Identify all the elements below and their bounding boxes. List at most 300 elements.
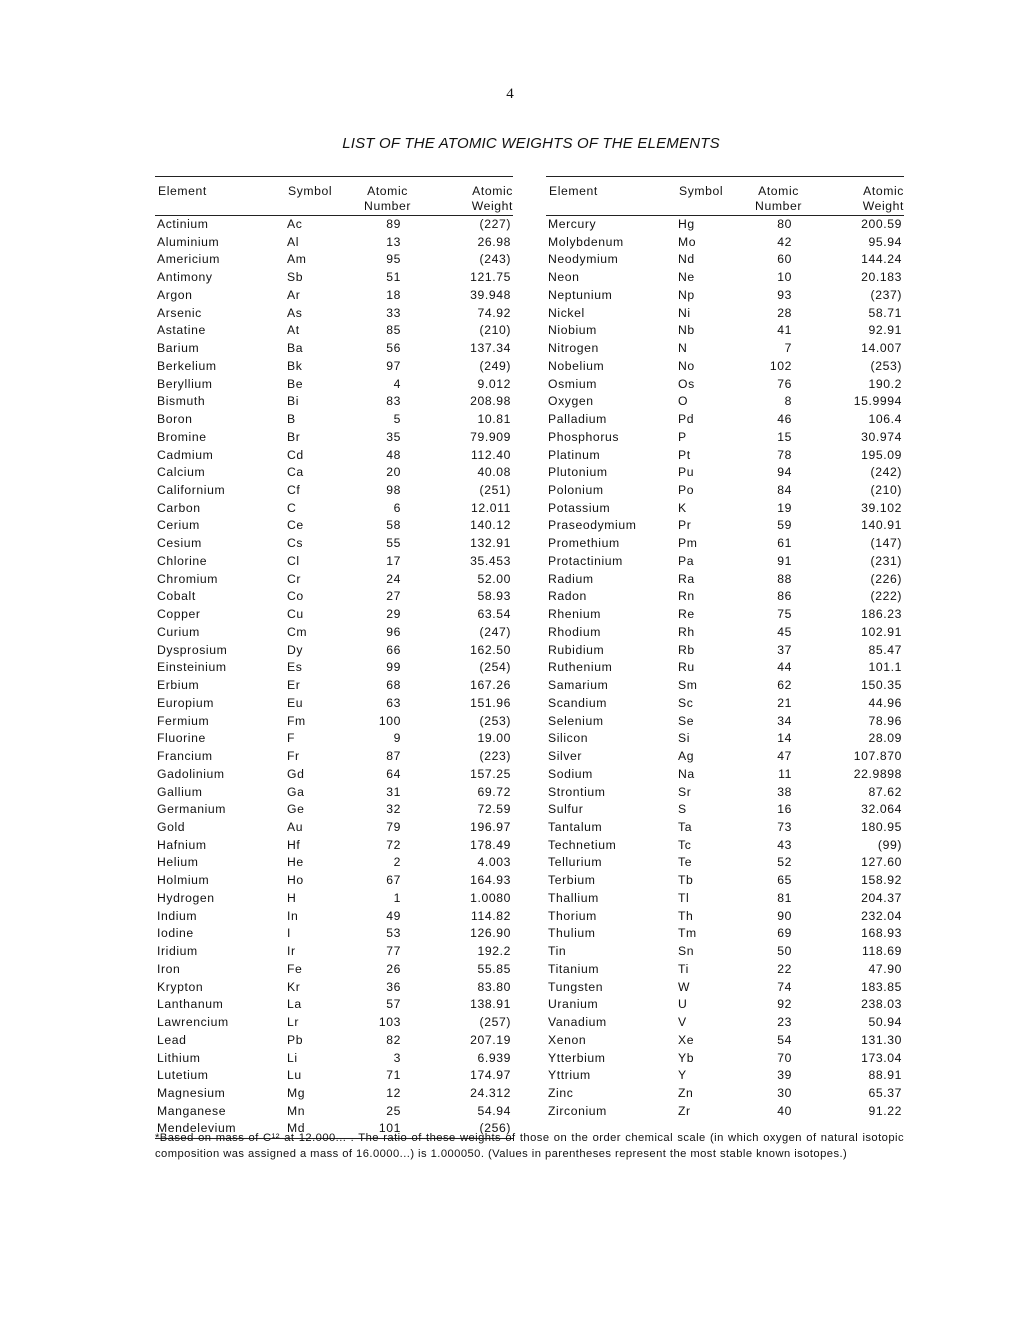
table-row [546, 854, 904, 872]
table-row [155, 393, 513, 411]
atomic-number: 88 [777, 571, 792, 586]
atomic-weight: (253) [479, 713, 511, 728]
element-symbol: No [678, 358, 695, 373]
header-atomic-weight-line1: Atomic [472, 184, 513, 198]
table-row [155, 748, 513, 766]
element-symbol: C [287, 500, 297, 515]
element-symbol: Na [678, 766, 695, 781]
atomic-weight: 88.91 [868, 1068, 902, 1083]
atomic-weight: 69.72 [477, 784, 511, 799]
atomic-weight: 65.37 [868, 1085, 902, 1100]
atomic-weight: 44.96 [868, 695, 902, 710]
table-row [155, 925, 513, 943]
element-name: Lawrencium [157, 1015, 229, 1030]
element-symbol: H [287, 890, 297, 905]
table-row [155, 1032, 513, 1050]
atomic-number: 52 [777, 855, 792, 870]
element-name: Molybdenum [548, 234, 624, 249]
element-name: Francium [157, 749, 213, 764]
element-name: Thorium [548, 908, 597, 923]
table-row [546, 1067, 904, 1085]
table-row [546, 1085, 904, 1103]
atomic-weight: 107.870 [853, 749, 902, 764]
table-row [546, 322, 904, 340]
atomic-number: 2 [393, 855, 401, 870]
atomic-weight: 138.91 [470, 997, 511, 1012]
element-name: Cesium [157, 536, 202, 551]
atomic-number: 7 [784, 341, 792, 356]
table-row [155, 571, 513, 589]
element-symbol: Xe [678, 1032, 695, 1047]
table-row [546, 996, 904, 1014]
element-symbol: I [287, 926, 291, 941]
element-name: Germanium [157, 802, 227, 817]
atomic-weight: 208.98 [470, 394, 511, 409]
element-symbol: Gd [287, 766, 305, 781]
atomic-number: 85 [386, 323, 401, 338]
element-symbol: Np [678, 287, 695, 302]
element-symbol: Ne [678, 270, 695, 285]
element-symbol: Br [287, 429, 301, 444]
table-row [546, 819, 904, 837]
element-symbol: Tc [678, 837, 692, 852]
table-row [546, 642, 904, 660]
element-name: Gold [157, 819, 186, 834]
atomic-weight: 204.37 [861, 890, 902, 905]
atomic-number: 95 [386, 252, 401, 267]
element-name: Sodium [548, 766, 593, 781]
atomic-number: 102 [769, 358, 792, 373]
element-name: Aluminium [157, 234, 220, 249]
atomic-number: 87 [386, 749, 401, 764]
element-name: Fluorine [157, 731, 206, 746]
element-symbol: Pr [678, 518, 692, 533]
element-symbol: Yb [678, 1050, 695, 1065]
atomic-number: 12 [386, 1085, 401, 1100]
table-row [546, 677, 904, 695]
atomic-weight: 92.91 [868, 323, 902, 338]
atomic-weight: (256) [479, 1121, 511, 1136]
atomic-number: 15 [777, 429, 792, 444]
table-row [546, 482, 904, 500]
element-symbol: Cu [287, 607, 304, 622]
atomic-weight: (222) [870, 589, 902, 604]
atomic-weight: 157.25 [470, 766, 511, 781]
atomic-number: 34 [777, 713, 792, 728]
element-symbol: Md [287, 1121, 306, 1136]
element-name: Selenium [548, 713, 604, 728]
atomic-weight: 167.26 [470, 678, 511, 693]
element-name: Scandium [548, 695, 607, 710]
atomic-number: 70 [777, 1050, 792, 1065]
element-name: Radium [548, 571, 594, 586]
element-name: Strontium [548, 784, 606, 799]
element-symbol: Ge [287, 802, 305, 817]
table-row [155, 801, 513, 819]
atomic-weight: 140.91 [861, 518, 902, 533]
element-symbol: Cr [287, 571, 302, 586]
element-name: Potassium [548, 500, 611, 515]
page-title: LIST OF THE ATOMIC WEIGHTS OF THE ELEMENTS [342, 135, 720, 152]
element-name: Ruthenium [548, 660, 613, 675]
element-symbol: O [678, 394, 689, 409]
atomic-weight: 1.0080 [470, 890, 511, 905]
table-row [155, 1103, 513, 1121]
table-row [546, 1014, 904, 1032]
atomic-number: 76 [777, 376, 792, 391]
table-row [546, 837, 904, 855]
table-row [546, 305, 904, 323]
atomic-weight: 55.85 [477, 961, 511, 976]
element-symbol: Al [287, 234, 300, 249]
table-row [155, 447, 513, 465]
atomic-number: 13 [386, 234, 401, 249]
atomic-number: 97 [386, 358, 401, 373]
element-name: Sulfur [548, 802, 584, 817]
element-name: Palladium [548, 412, 607, 427]
atomic-number: 10 [777, 270, 792, 285]
table-row [155, 269, 513, 287]
element-symbol: U [678, 997, 688, 1012]
atomic-number: 31 [386, 784, 401, 799]
atomic-weight: 178.49 [470, 837, 511, 852]
table-row [155, 1014, 513, 1032]
atomic-number: 91 [777, 553, 792, 568]
table-row [155, 411, 513, 429]
table-row [155, 943, 513, 961]
atomic-weight: 186.23 [861, 607, 902, 622]
atomic-number: 96 [386, 624, 401, 639]
atomic-weight: 195.09 [861, 447, 902, 462]
element-symbol: Se [678, 713, 695, 728]
table-row [546, 961, 904, 979]
table-row [546, 943, 904, 961]
element-name: Arsenic [157, 305, 202, 320]
element-symbol: Au [287, 819, 304, 834]
element-symbol: At [287, 323, 300, 338]
element-name: Indium [157, 908, 198, 923]
element-symbol: Mo [678, 234, 697, 249]
element-symbol: Re [678, 607, 695, 622]
element-name: Iron [157, 961, 181, 976]
atomic-number: 69 [777, 926, 792, 941]
atomic-number: 84 [777, 483, 792, 498]
element-name: Europium [157, 695, 214, 710]
atomic-number: 89 [386, 217, 401, 231]
element-name: Helium [157, 855, 199, 870]
element-symbol: Ce [287, 518, 304, 533]
atomic-weight: 19.00 [477, 731, 511, 746]
atomic-number: 68 [386, 678, 401, 693]
atomic-weight: 9.012 [477, 376, 511, 391]
table-row [155, 642, 513, 660]
atomic-weight: 39.948 [470, 287, 511, 302]
atomic-weight: 121.75 [470, 270, 511, 285]
element-symbol: Sn [678, 944, 695, 959]
element-symbol: Zn [678, 1085, 694, 1100]
atomic-number: 58 [386, 518, 401, 533]
atomic-weight: 95.94 [868, 234, 902, 249]
element-symbol: Po [678, 483, 695, 498]
atomic-weight: 85.47 [868, 642, 902, 657]
element-name: Dysprosium [157, 642, 228, 657]
atomic-number: 101 [378, 1121, 401, 1136]
atomic-number: 93 [777, 287, 792, 302]
atomic-number: 40 [777, 1103, 792, 1118]
atomic-weight: 83.80 [477, 979, 511, 994]
atomic-weight: (147) [870, 536, 902, 551]
element-symbol: He [287, 855, 304, 870]
atomic-number: 80 [777, 217, 792, 231]
atomic-weight: 190.2 [868, 376, 902, 391]
element-symbol: Eu [287, 695, 304, 710]
element-symbol: Si [678, 731, 691, 746]
element-symbol: Fm [287, 713, 306, 728]
element-symbol: Mn [287, 1103, 306, 1118]
atomic-number: 19 [777, 500, 792, 515]
table-row [546, 517, 904, 535]
element-symbol: As [287, 305, 303, 320]
table-row [155, 730, 513, 748]
table-row [546, 925, 904, 943]
atomic-weight: (242) [870, 465, 902, 480]
table-row [546, 908, 904, 926]
atomic-number: 41 [777, 323, 792, 338]
table-row [546, 606, 904, 624]
table-row [155, 500, 513, 518]
atomic-weight: 58.71 [868, 305, 902, 320]
element-symbol: Es [287, 660, 303, 675]
atomic-weight: 151.96 [470, 695, 511, 710]
element-name: Magnesium [157, 1085, 226, 1100]
atomic-weight: 132.91 [470, 536, 511, 551]
header-atomic-number-line2: Number [755, 199, 802, 213]
element-symbol: Am [287, 252, 307, 267]
atomic-number: 22 [777, 961, 792, 976]
element-name: Cadmium [157, 447, 214, 462]
element-symbol: Nd [678, 252, 695, 267]
element-name: Chlorine [157, 553, 208, 568]
table-row [155, 358, 513, 376]
atomic-weight: 74.92 [477, 305, 511, 320]
atomic-weight: 22.9898 [853, 766, 902, 781]
atomic-number: 30 [777, 1085, 792, 1100]
element-name: Rhenium [548, 607, 601, 622]
element-symbol: Bi [287, 394, 300, 409]
atomic-weight: 39.102 [861, 500, 902, 515]
table-body-right [546, 216, 904, 1120]
element-name: Krypton [157, 979, 204, 994]
atomic-weight: 140.12 [470, 518, 511, 533]
element-symbol: Lr [287, 1015, 300, 1030]
element-symbol: Li [287, 1050, 298, 1065]
table-row [155, 464, 513, 482]
element-name: Mercury [548, 217, 597, 231]
table-row [546, 695, 904, 713]
atomic-number: 100 [378, 713, 401, 728]
atomic-weight: 131.30 [861, 1032, 902, 1047]
atomic-weight: 47.90 [868, 961, 902, 976]
element-symbol: Hg [678, 217, 695, 231]
element-name: Gallium [157, 784, 203, 799]
atomic-number: 77 [386, 944, 401, 959]
header-atomic-number-line2: Number [364, 199, 411, 213]
table-row [546, 251, 904, 269]
element-name: Technetium [548, 837, 617, 852]
table-row [155, 695, 513, 713]
table-row [546, 340, 904, 358]
atomic-weight: 32.064 [861, 802, 902, 817]
element-symbol: Ni [678, 305, 691, 320]
atomic-number: 25 [386, 1103, 401, 1118]
element-name: Rubidium [548, 642, 605, 657]
atomic-number: 71 [386, 1068, 401, 1083]
atomic-weight: 106.4 [868, 412, 902, 427]
atomic-number: 21 [777, 695, 792, 710]
atomic-weight: 35.453 [470, 553, 511, 568]
element-name: Rhodium [548, 624, 601, 639]
atomic-weight: 15.9994 [853, 394, 902, 409]
element-name: Lithium [157, 1050, 201, 1065]
atomic-number: 1 [393, 890, 401, 905]
header-atomic-number-line1: Atomic [367, 184, 408, 198]
table-row [546, 784, 904, 802]
atomic-number: 53 [386, 926, 401, 941]
element-symbol: F [287, 731, 296, 746]
atomic-weight: 50.94 [868, 1015, 902, 1030]
atomic-weight: 200.59 [861, 217, 902, 231]
atomic-number: 28 [777, 305, 792, 320]
atomic-number: 62 [777, 678, 792, 693]
atomic-weight: 91.22 [868, 1103, 902, 1118]
element-symbol: Ti [678, 961, 689, 976]
atomic-number: 74 [777, 979, 792, 994]
element-name: Iodine [157, 926, 194, 941]
table-row [546, 801, 904, 819]
table-header [546, 177, 904, 216]
element-name: Platinum [548, 447, 601, 462]
element-name: Thallium [548, 890, 599, 905]
atomic-weight: 174.97 [470, 1068, 511, 1083]
atomic-weight: 78.96 [868, 713, 902, 728]
page-number: 4 [506, 86, 514, 102]
element-name: Osmium [548, 376, 597, 391]
atomic-weight: (99) [877, 837, 902, 852]
atomic-number: 51 [386, 270, 401, 285]
element-name: Ytterbium [548, 1050, 606, 1065]
atomic-weight: 87.62 [868, 784, 902, 799]
atomic-number: 8 [784, 394, 792, 409]
element-name: Neodymium [548, 252, 619, 267]
atomic-number: 61 [777, 536, 792, 551]
element-name: Titanium [548, 961, 600, 976]
table-row [155, 854, 513, 872]
table-row [155, 837, 513, 855]
element-symbol: Ca [287, 465, 304, 480]
atomic-weight: 10.81 [477, 412, 511, 427]
atomic-number: 32 [386, 802, 401, 817]
element-symbol: W [678, 979, 691, 994]
atomic-number: 11 [778, 766, 792, 781]
element-symbol: B [287, 412, 296, 427]
table-row [155, 766, 513, 784]
element-name: Barium [157, 341, 200, 356]
atomic-number: 44 [777, 660, 792, 675]
table-row [546, 1103, 904, 1121]
atomic-weight: 20.183 [861, 270, 902, 285]
table-row [546, 713, 904, 731]
atomic-number: 60 [777, 252, 792, 267]
element-symbol: Mg [287, 1085, 306, 1100]
atomic-number: 43 [777, 837, 792, 852]
element-symbol: Er [287, 678, 301, 693]
table-row [546, 872, 904, 890]
element-symbol: V [678, 1015, 687, 1030]
atomic-number: 26 [386, 961, 401, 976]
atomic-weights-table-right [546, 176, 904, 1120]
element-symbol: Co [287, 589, 304, 604]
table-row [155, 517, 513, 535]
table-row [546, 624, 904, 642]
element-symbol: S [678, 802, 687, 817]
element-name: Argon [157, 287, 193, 302]
atomic-number: 23 [777, 1015, 792, 1030]
table-row [155, 890, 513, 908]
table-row [546, 553, 904, 571]
element-name: Cobalt [157, 589, 196, 604]
atomic-number: 46 [777, 412, 792, 427]
atomic-weight: (231) [870, 553, 902, 568]
atomic-weight: 173.04 [861, 1050, 902, 1065]
element-name: Actinium [157, 217, 209, 231]
element-symbol: Ra [678, 571, 695, 586]
atomic-number: 36 [386, 979, 401, 994]
atomic-number: 103 [378, 1015, 401, 1030]
atomic-weight: 168.93 [861, 926, 902, 941]
element-name: Einsteinium [157, 660, 227, 675]
header-symbol: Symbol [679, 184, 724, 198]
element-symbol: Lu [287, 1068, 302, 1083]
atomic-number: 47 [777, 749, 792, 764]
atomic-weights-table-left [155, 176, 513, 1139]
element-symbol: Cm [287, 624, 308, 639]
header-atomic-weight-line2: Weight [471, 199, 513, 213]
element-symbol: La [287, 997, 302, 1012]
atomic-weight: 192.2 [477, 944, 511, 959]
atomic-number: 55 [386, 536, 401, 551]
atomic-number: 35 [386, 429, 401, 444]
atomic-number: 6 [393, 500, 401, 515]
table-row [546, 393, 904, 411]
table-row [546, 234, 904, 252]
element-symbol: Ga [287, 784, 305, 799]
element-name: Tantalum [548, 819, 603, 834]
table-row [155, 713, 513, 731]
atomic-number: 59 [777, 518, 792, 533]
atomic-number: 48 [386, 447, 401, 462]
atomic-number: 66 [386, 642, 401, 657]
table-row [546, 766, 904, 784]
atomic-weight: 30.974 [861, 429, 902, 444]
atomic-weight: (223) [479, 749, 511, 764]
table-row [546, 1050, 904, 1068]
atomic-number: 99 [386, 660, 401, 675]
element-name: Yttrium [548, 1068, 591, 1083]
atomic-weight: 54.94 [477, 1103, 511, 1118]
element-symbol: Ru [678, 660, 695, 675]
element-name: Silver [548, 749, 583, 764]
table-row [155, 216, 513, 234]
